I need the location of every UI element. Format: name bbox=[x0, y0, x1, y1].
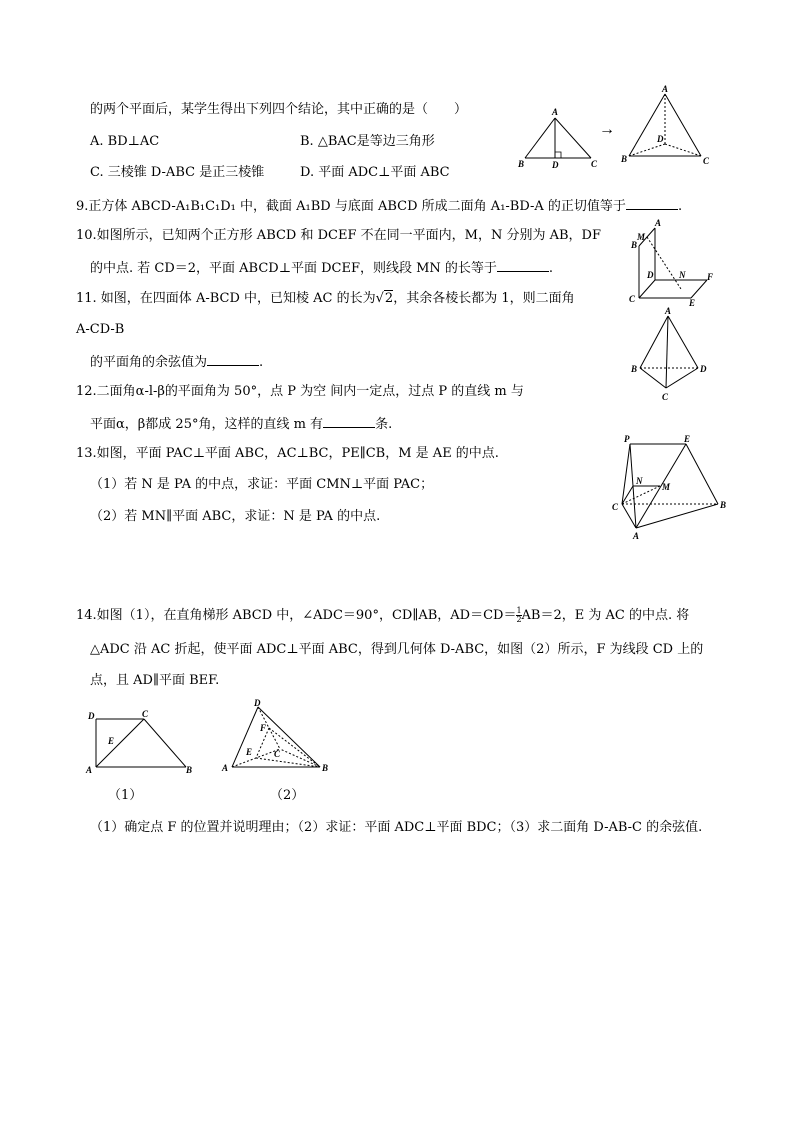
q12-line2: 平面α，β都成 25°角，这样的直线 m 有 条. bbox=[90, 417, 393, 432]
q14-f2-label-e: E bbox=[246, 747, 253, 757]
q13-figure bbox=[610, 432, 735, 544]
q13-part1: （1）若 N 是 PA 的中点，求证：平面 CMN⊥平面 PAC； bbox=[90, 477, 434, 492]
q10-label-f: F bbox=[707, 272, 714, 282]
q11-figure bbox=[628, 306, 718, 406]
sqrt-icon: √ bbox=[375, 291, 384, 306]
q13-label-c: C bbox=[612, 502, 619, 512]
q12-line1: 12.二面角α-l-β的平面角为 50°，点 P 为空 间内一定点，过点 P 的直线 m 与 bbox=[76, 384, 524, 399]
q11-label-d: D bbox=[700, 364, 707, 374]
q8-option-c: C. 三棱锥 D-ABC 是正三棱锥 bbox=[90, 165, 265, 180]
q8-label-b2: B bbox=[621, 154, 628, 164]
q11-line1: 11. 如图，在四面体 A-BCD 中，已知棱 AC 的长为√2，其余各棱长都为 1，则二面角 bbox=[76, 291, 575, 306]
q8-option-d: D. 平面 ADC⊥平面 ABC bbox=[300, 165, 450, 180]
q13-part2: （2）若 MN∥平面 ABC，求证：N 是 PA 的中点. bbox=[90, 509, 381, 524]
q9-answer-blank bbox=[626, 197, 678, 210]
q10-label-d: D bbox=[647, 270, 654, 280]
q9-text: 9.正方体 ABCD-A₁B₁C₁D₁ 中，截面 A₁BD 与底面 ABCD 所成二面角 A₁-BD-A 的正切值等于 . bbox=[76, 199, 683, 214]
q14-f2-label-c: C bbox=[274, 749, 281, 759]
q11-label-c: C bbox=[662, 392, 669, 402]
q8-label-c2: C bbox=[703, 156, 710, 166]
q14-line3: 点，且 AD∥平面 BEF. bbox=[90, 673, 220, 688]
q14-f1-label-b: B bbox=[186, 765, 193, 775]
q13-label-e: E bbox=[684, 434, 691, 444]
q14-caption-1: （1） bbox=[108, 788, 143, 803]
q14-f1-label-c: C bbox=[142, 709, 149, 719]
q8-label-d2: D bbox=[657, 134, 664, 144]
q13-label-m: M bbox=[662, 482, 671, 492]
q14-fraction: $\frac{1}{2}$ bbox=[516, 606, 522, 624]
q14-figure-1 bbox=[84, 707, 194, 777]
q10-line1: 10.如图所示，已知两个正方形 ABCD 和 DCEF 不在同一平面内，M，N 分别为 AB，DF bbox=[76, 228, 601, 243]
q14-line1: 14.如图（1），在直角梯形 ABCD 中，∠ADC＝90°，CD∥AB，AD＝CD＝ $\frac{1}{2}$ AB＝2，E 为 AC 的中点. 将 bbox=[76, 606, 690, 624]
q8-option-b: B. △BAC是等边三角形 bbox=[300, 134, 435, 149]
q8-stem: 的两个平面后，某学生得出下列四个结论，其中正确的是（ ） bbox=[90, 102, 468, 117]
q14-caption-2: （2） bbox=[270, 788, 305, 803]
q10-label-c: C bbox=[629, 294, 636, 304]
q8-label-d1: D bbox=[552, 160, 559, 170]
q14-f2-label-d: D bbox=[254, 698, 261, 708]
q10-answer-blank bbox=[497, 259, 549, 272]
q14-f2-label-b: B bbox=[322, 763, 329, 773]
q12-answer-blank bbox=[323, 415, 375, 428]
q8-label-c1: C bbox=[591, 159, 598, 169]
q10-label-b: B bbox=[631, 240, 638, 250]
q8-label-b1: B bbox=[518, 159, 525, 169]
q10-figure bbox=[627, 218, 727, 308]
q11-sqrt-value: 2 bbox=[384, 291, 394, 306]
q14-questions: （1）确定点 F 的位置并说明理由；（2）求证：平面 ADC⊥平面 BDC；（3）求二面角 D-AB-C 的余弦值. bbox=[90, 820, 703, 835]
q11-answer-blank bbox=[207, 353, 259, 366]
q14-f2-label-f: F bbox=[260, 723, 267, 733]
q14-f1-label-d: D bbox=[88, 711, 95, 721]
q8-label-a1: A bbox=[552, 107, 559, 117]
q14-f1-label-a: A bbox=[86, 765, 93, 775]
q10-line2: 的中点. 若 CD＝2，平面 ABCD⊥平面 DCEF，则线段 MN 的长等于 . bbox=[90, 261, 554, 276]
q11-label-b: B bbox=[631, 364, 638, 374]
q11-line2: A-CD-B bbox=[76, 322, 125, 337]
q13-label-n: N bbox=[636, 476, 643, 486]
q8-arrow-icon: → bbox=[599, 121, 615, 138]
q14-f2-label-a: A bbox=[222, 763, 229, 773]
q14-f1-label-e: E bbox=[108, 736, 115, 746]
q13-label-p: P bbox=[624, 434, 630, 444]
q8-label-a2: A bbox=[662, 84, 669, 94]
q14-figure-2 bbox=[220, 697, 340, 777]
q8-option-a: A. BD⊥AC bbox=[90, 134, 160, 149]
q10-label-m: M bbox=[637, 232, 646, 242]
q11-line3: 的平面角的余弦值为 . bbox=[90, 355, 264, 370]
q10-label-a: A bbox=[655, 218, 662, 228]
q10-label-n: N bbox=[679, 270, 686, 280]
q14-line2: △ADC 沿 AC 折起，使平面 ADC⊥平面 ABC，得到几何体 D-ABC，如图（2）所示，F 为线段 CD 上的 bbox=[90, 642, 704, 657]
q10-label-e: E bbox=[689, 298, 696, 308]
q8-tetrahedron bbox=[620, 84, 710, 166]
q13-label-a: A bbox=[633, 531, 640, 541]
q8-flat-triangle bbox=[517, 107, 598, 170]
q11-label-a: A bbox=[665, 306, 672, 316]
q13-label-b: B bbox=[720, 500, 727, 510]
q13-stem: 13.如图，平面 PAC⊥平面 ABC，AC⊥BC，PE∥CB，M 是 AE 的中点. bbox=[76, 446, 499, 461]
q8-figure bbox=[515, 82, 735, 172]
